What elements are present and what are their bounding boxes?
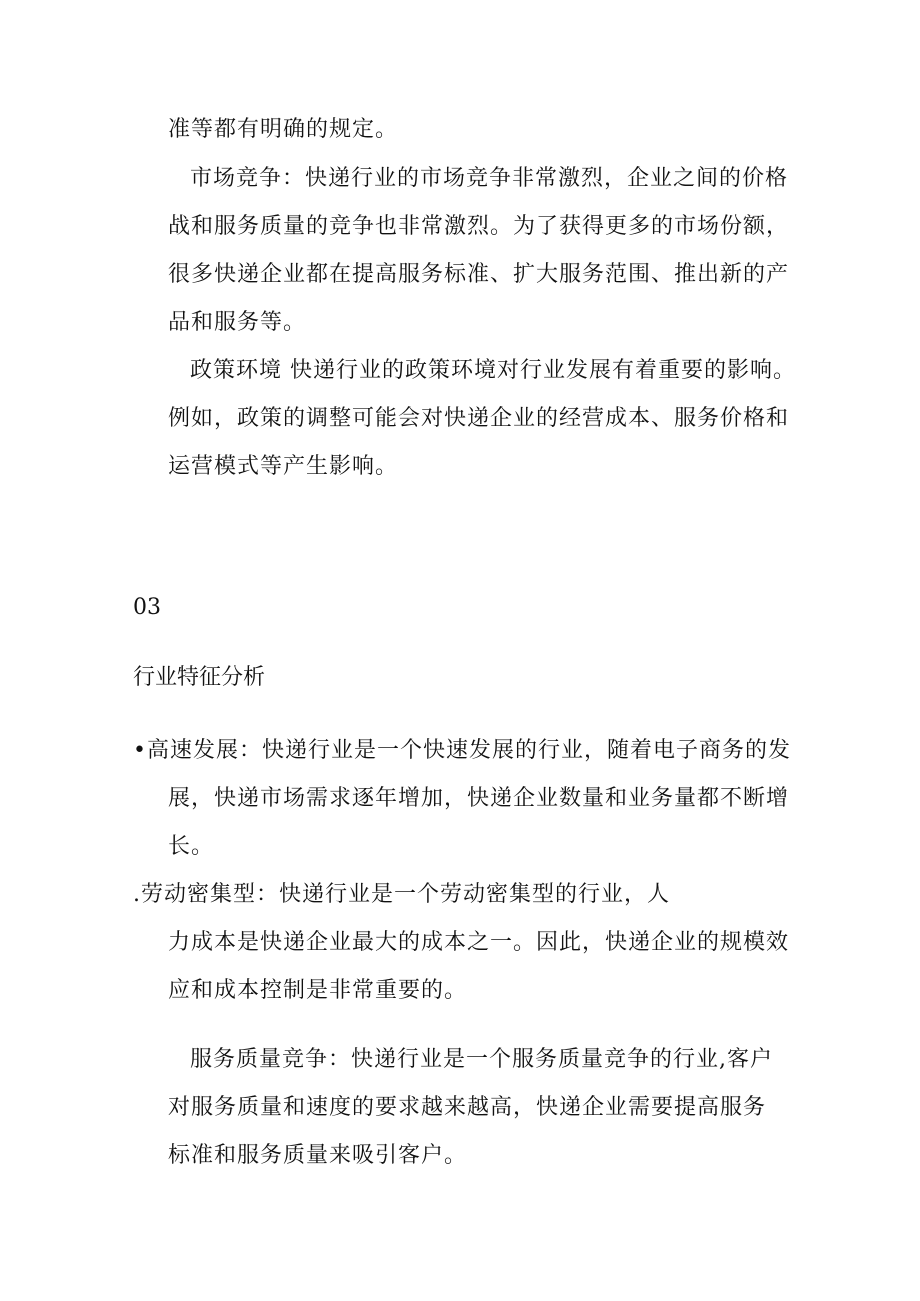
policy-environment-line: 运营模式等产生影响。 [168,454,399,479]
high-speed-line: •高速发展：快递行业是一个快速发展的行业，随着电子商务的发 [133,738,791,763]
market-competition-line: 市场竞争：快递行业的市场竞争非常激烈，企业之间的价格 [190,166,789,191]
section-title: 行业特征分析 [133,665,266,690]
service-quality-line: 标准和服务质量来吸引客户。 [168,1143,468,1168]
paragraph-continuation-line: 准等都有明确的规定。 [168,117,399,142]
policy-environment-line: 政策环境 快递行业的政策环境对行业发展有着重要的影响。 [190,358,796,383]
high-speed-line: 展，快递市场需求逐年增加，快递企业数量和业务量都不断增 [168,786,790,811]
service-quality-line: 对服务质量和速度的要求越来越高，快递企业需要提高服务 [168,1095,767,1120]
policy-environment-line: 例如，政策的调整可能会对快递企业的经营成本、服务价格和 [168,406,790,431]
market-competition-line: 战和服务质量的竞争也非常激烈。为了获得更多的市场份额， [168,214,790,239]
labor-intensive-line: 应和成本控制是非常重要的。 [168,978,468,1003]
labor-intensive-line: .劳动密集型：快递行业是一个劳动密集型的行业，人 [133,882,670,907]
market-competition-line: 品和服务等。 [168,310,307,335]
labor-intensive-line: 力成本是快递企业最大的成本之一。因此，快递企业的规模效 [168,930,790,955]
section-number: 03 [133,595,161,620]
high-speed-line: 长。 [168,834,215,859]
market-competition-line: 很多快递企业都在提高服务标准、扩大服务范围、推出新的产 [168,262,790,287]
service-quality-line: 服务质量竞争：快递行业是一个服务质量竞争的行业,客户 [190,1047,773,1072]
